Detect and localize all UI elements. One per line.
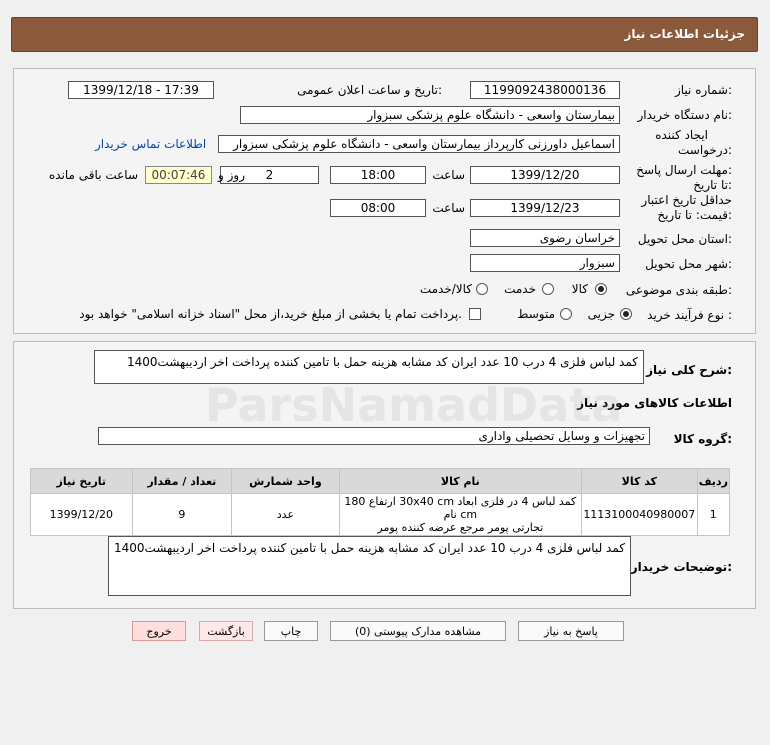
category-goods-label: کالا xyxy=(571,282,588,296)
city-field: سبزوار xyxy=(470,254,620,272)
process-label: نوع فرآیند خرید : xyxy=(647,308,732,322)
category-both-label: کالا/خدمت xyxy=(419,282,472,296)
row-code: 1113100040980007 xyxy=(582,494,698,536)
need-summary-label: شرح کلی نیاز: xyxy=(646,363,732,377)
buyer-notes-label: توضیحات خریدار: xyxy=(630,560,732,574)
need-summary-text: کمد لباس فلزی 4 درب 10 عدد ایران کد مشابه هزینه حمل با تامین کننده پرداخت اخر اردیبهشت1400 xyxy=(94,350,644,384)
col-name: نام کالا xyxy=(339,469,581,494)
row-qty: 9 xyxy=(132,494,232,536)
goods-table xyxy=(30,468,730,536)
back-button[interactable]: بازگشت xyxy=(199,621,253,641)
need-number-label: شماره نیاز: xyxy=(674,83,732,97)
col-qty: تعداد / مقدار xyxy=(132,469,232,494)
announce-label: تاریخ و ساعت اعلان عمومی: xyxy=(297,83,442,97)
buyer-notes-text: کمد لباس فلزی 4 درب 10 عدد ایران کد مشابه هزینه حمل با تامین کننده پرداخت اخر اردیبهشت1400 xyxy=(108,536,631,596)
need-number-field: 1199092438000136 xyxy=(470,81,620,99)
row-unit: عدد xyxy=(232,494,340,536)
category-service-label: خدمت xyxy=(504,282,536,296)
remaining-time-field: 00:07:46 xyxy=(145,166,212,184)
process-medium-label: متوسط xyxy=(517,307,555,321)
days-remaining-field: 2 xyxy=(220,166,319,184)
row-name-line-1: کمد لباس 4 در فلزی ابعاد 30x40 cm ارتفاع 180 cm نام xyxy=(344,495,577,521)
validity-time-label: ساعت xyxy=(432,201,465,215)
city-label: شهر محل تحویل: xyxy=(645,257,732,271)
row-name-line-2: تجارتی پومر مرجع عرضه کننده پومر xyxy=(377,521,544,534)
reply-time-field: 18:00 xyxy=(330,166,426,184)
exit-button[interactable]: خروج xyxy=(132,621,186,641)
page-title: جزئیات اطلاعات نیاز xyxy=(624,27,745,41)
process-partial-radio[interactable] xyxy=(620,308,632,320)
goods-table-header xyxy=(31,469,730,494)
validity-label-1: حداقل تاریخ اعتبار xyxy=(641,193,732,207)
row-date: 1399/12/20 xyxy=(31,494,133,536)
validity-label-2: قیمت: تا تاریخ: xyxy=(657,208,732,222)
col-code: کد کالا xyxy=(582,469,698,494)
reply-button[interactable]: پاسخ به نیاز xyxy=(518,621,624,641)
col-date: تاریخ نیاز xyxy=(31,469,133,494)
reply-deadline-label-1: مهلت ارسال پاسخ: xyxy=(636,163,732,177)
table-row xyxy=(31,494,730,536)
category-both-radio[interactable] xyxy=(476,283,488,295)
process-partial-label: جزیی xyxy=(587,307,615,321)
validity-date-field: 1399/12/23 xyxy=(470,199,620,217)
buyer-contact-link[interactable]: اطلاعات تماس خریدار xyxy=(95,137,207,151)
col-index: ردیف xyxy=(697,469,729,494)
province-label: استان محل تحویل: xyxy=(637,232,732,246)
category-service-radio[interactable] xyxy=(542,283,554,295)
creator-label-2: درخواست: xyxy=(678,143,732,157)
days-label: روز و xyxy=(218,168,245,182)
treasury-payment-note: پرداخت تمام یا بخشی از مبلغ خرید،از محل "اسناد خزانه اسلامی" خواهد بود. xyxy=(79,307,462,321)
print-button[interactable]: چاپ xyxy=(264,621,318,641)
col-unit: واحد شمارش xyxy=(232,469,340,494)
row-index: 1 xyxy=(697,494,729,536)
validity-time-field: 08:00 xyxy=(330,199,426,217)
province-field: خراسان رضوی xyxy=(470,229,620,247)
reply-time-label: ساعت xyxy=(432,168,465,182)
goods-group-label: گروه کالا: xyxy=(673,432,732,446)
category-goods-radio[interactable] xyxy=(595,283,607,295)
reply-deadline-label-2: تا تاریخ: xyxy=(693,178,732,192)
buyer-org-field: بیمارستان واسعی - دانشگاه علوم پزشکی سبزوار xyxy=(240,106,620,124)
buyer-org-label: نام دستگاه خریدار: xyxy=(637,108,732,122)
page-header xyxy=(11,17,758,52)
process-medium-radio[interactable] xyxy=(560,308,572,320)
category-label: طبقه بندی موضوعی: xyxy=(625,283,732,297)
goods-group-field: تجهیزات و وسایل تحصیلی واداری xyxy=(98,427,650,445)
creator-field: اسماعیل داورزنی کارپرداز بیمارستان واسعی - دانشگاه علوم پزشکی سبزوار xyxy=(218,135,620,153)
goods-section-title: اطلاعات کالاهای مورد نیاز xyxy=(577,396,732,410)
view-attachments-button[interactable]: مشاهده مدارک پیوستی (0) xyxy=(330,621,506,641)
remaining-time-label: ساعت باقی مانده xyxy=(48,168,138,182)
row-name xyxy=(339,494,581,536)
announce-field: 1399/12/18 - 17:39 xyxy=(68,81,214,99)
treasury-payment-checkbox[interactable] xyxy=(469,308,481,320)
creator-label-1: ایجاد کننده xyxy=(655,128,708,142)
reply-date-field: 1399/12/20 xyxy=(470,166,620,184)
